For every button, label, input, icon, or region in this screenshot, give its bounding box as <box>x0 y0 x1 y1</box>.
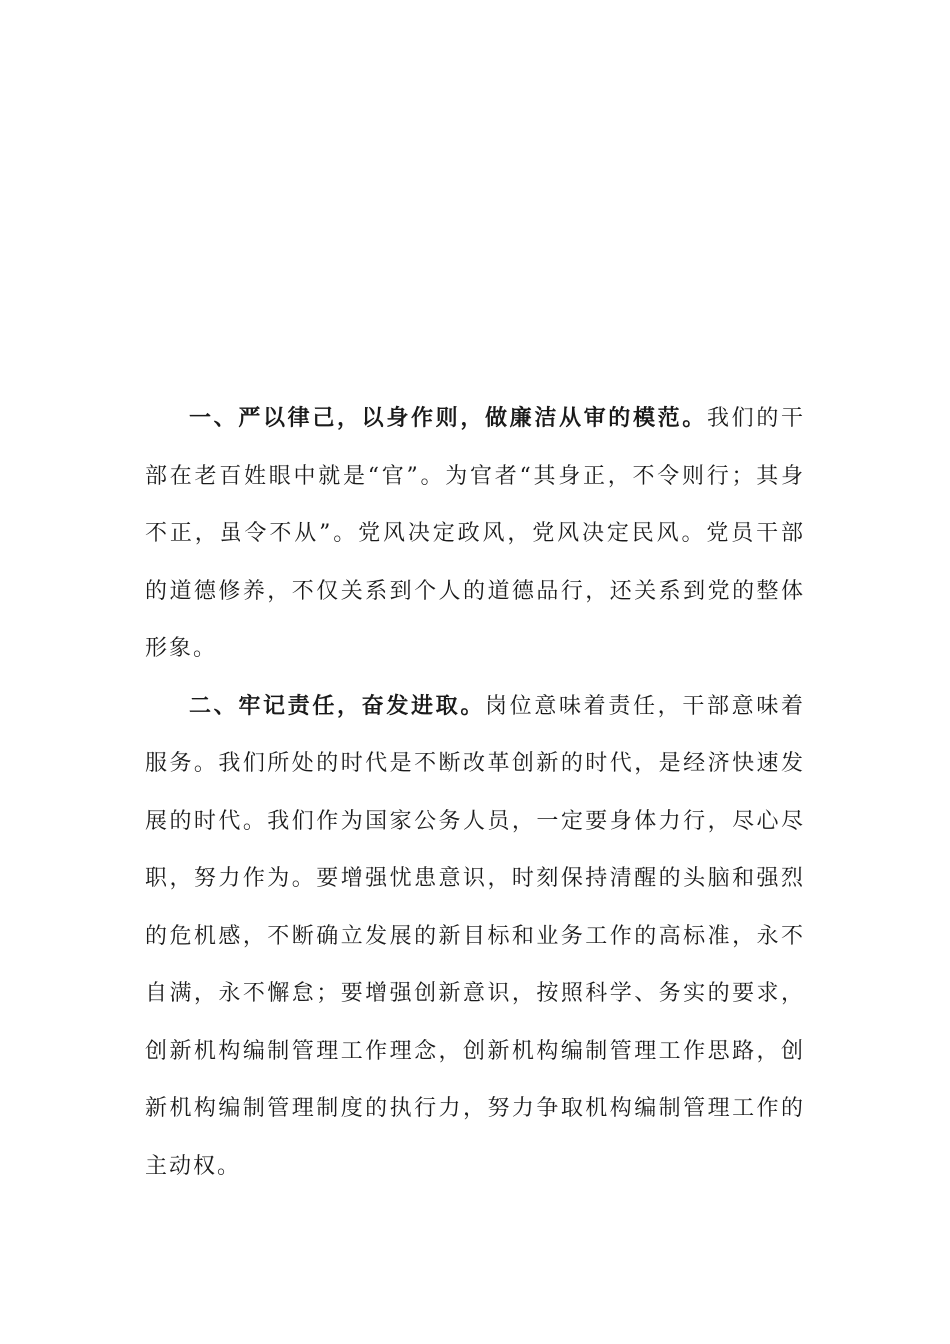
paragraph-2-heading: 二、牢记责任，奋发进取。 <box>189 692 485 719</box>
paragraph-1-heading: 一、严以律己，以身作则，做廉洁从审的模范。 <box>189 405 707 431</box>
document-body <box>145 390 805 1195</box>
paragraph-2 <box>145 678 805 1196</box>
paragraph-2-text: 岗位意味着责任，干部意味着服务。我们所处的时代是不断改革创新的时代，是经济快速发展的时代。我们作为国家公务人员，一定要身体力行，尽心尽职，努力作为。要增强忧患意识，时刻保持清醒的头脑和强烈的危机感，不断确立发展的新目标和业务工作的高标准，永不自满，永不懈怠；要增强创新意识，按照科学、务实的要求，创新机构编制管理工作理念，创新机构编制管理工作思路，创新机构编制管理制度的执行力，努力争取机构编制管理工作的主动权。 <box>145 693 805 1179</box>
paragraph-1 <box>145 390 805 678</box>
paragraph-1-text: 我们的干部在老百姓眼中就是“官”。为官者“其身正，不令则行；其身不正，虽令不从”。党风决定政风，党风决定民风。党员干部的道德修养，不仅关系到个人的道德品行，还关系到党的整体形象。 <box>145 406 805 661</box>
